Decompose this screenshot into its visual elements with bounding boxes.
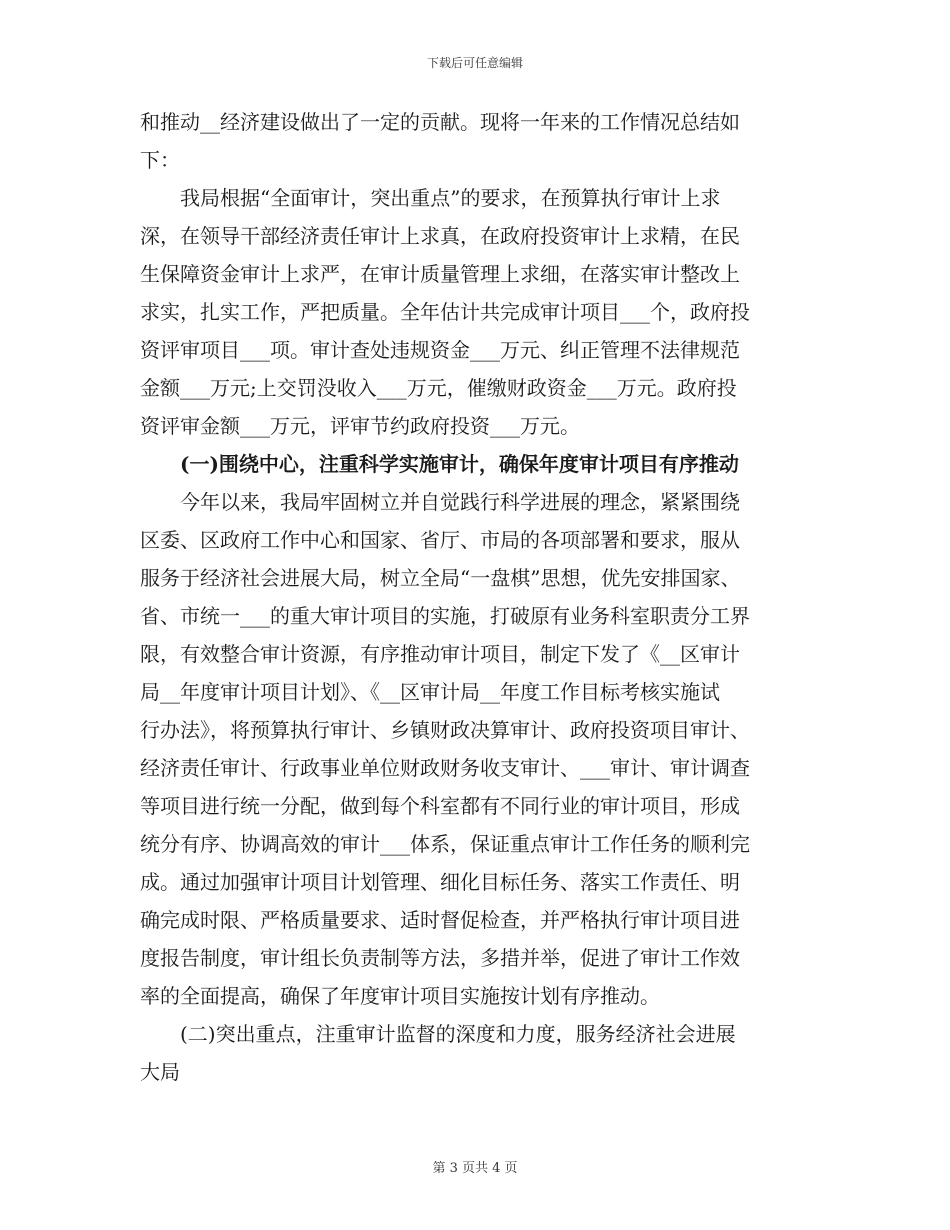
document-body (140, 103, 810, 1091)
body-line: 下： (140, 148, 180, 172)
body-line: 服务于经济社会进展大局，树立全局“一盘棋”思想，优先安排国家、 (140, 566, 741, 590)
body-line: 经济责任审计、行政事业单位财政财务收支审计、___审计、审计调查 (140, 756, 750, 780)
body-line: 我局根据“全面审计，突出重点”的要求，在预算执行审计上求 (140, 186, 721, 210)
body-line: 局__年度审计项目计划》、《__区审计局__年度工作目标考核实施试 (140, 680, 720, 704)
body-line: 度报告制度，审计组长负责制等方法，多措并举，促进了审计工作效 (140, 946, 740, 970)
section-heading-1: (一)围绕中心，注重科学实施审计，确保年度审计项目有序推动 (140, 452, 739, 476)
body-line: 区委、区政府工作中心和国家、省厅、市局的各项部署和要求，服从 (140, 528, 740, 552)
body-line: 大局 (140, 1060, 180, 1084)
body-line: 行办法》，将预算执行审计、乡镇财政决算审计、政府投资项目审计、 (140, 718, 750, 742)
page-header: 下载后可任意编辑 (426, 56, 523, 70)
body-line: 率的全面提高，确保了年度审计项目实施按计划有序推动。 (140, 984, 660, 1008)
body-line: 求实，扎实工作，严把质量。全年估计共完成审计项目___个，政府投 (140, 300, 750, 324)
body-line: 生保障资金审计上求严，在审计质量管理上求细，在落实审计整改上 (140, 262, 740, 286)
body-line: 限，有效整合审计资源，有序推动审计项目，制定下发了《__区审计 (140, 642, 740, 666)
body-line: 确完成时限、严格质量要求、适时督促检查，并严格执行审计项目进 (140, 908, 740, 932)
body-line: 今年以来，我局牢固树立并自觉践行科学进展的理念，紧紧围绕 (140, 490, 740, 514)
body-line: 和推动__经济建设做出了一定的贡献。现将一年来的工作情况总结如 (140, 110, 740, 134)
body-line: 成。通过加强审计项目计划管理、细化目标任务、落实工作责任、明 (140, 870, 740, 894)
body-line: 省、市统一___的重大审计项目的实施，打破原有业务科室职责分工界 (140, 604, 750, 628)
body-line: 统分有序、协调高效的审计___体系，保证重点审计工作任务的顺利完 (140, 832, 750, 856)
body-line: 等项目进行统一分配，做到每个科室都有不同行业的审计项目，形成 (140, 794, 740, 818)
body-line: 资评审项目___项。审计查处违规资金___万元、纠正管理不法律规范 (140, 338, 740, 362)
page-footer: 第 3 页共 4 页 (432, 1161, 518, 1176)
body-line: 资评审金额___万元，评审节约政府投资___万元。 (140, 414, 580, 438)
body-line: 深，在领导干部经济责任审计上求真，在政府投资审计上求精，在民 (140, 224, 740, 248)
body-line: 金额___万元;上交罚没收入___万元，催缴财政资金___万元。政府投 (140, 376, 737, 400)
section-heading-2: (二)突出重点，注重审计监督的深度和力度，服务经济社会进展 (140, 1022, 736, 1046)
